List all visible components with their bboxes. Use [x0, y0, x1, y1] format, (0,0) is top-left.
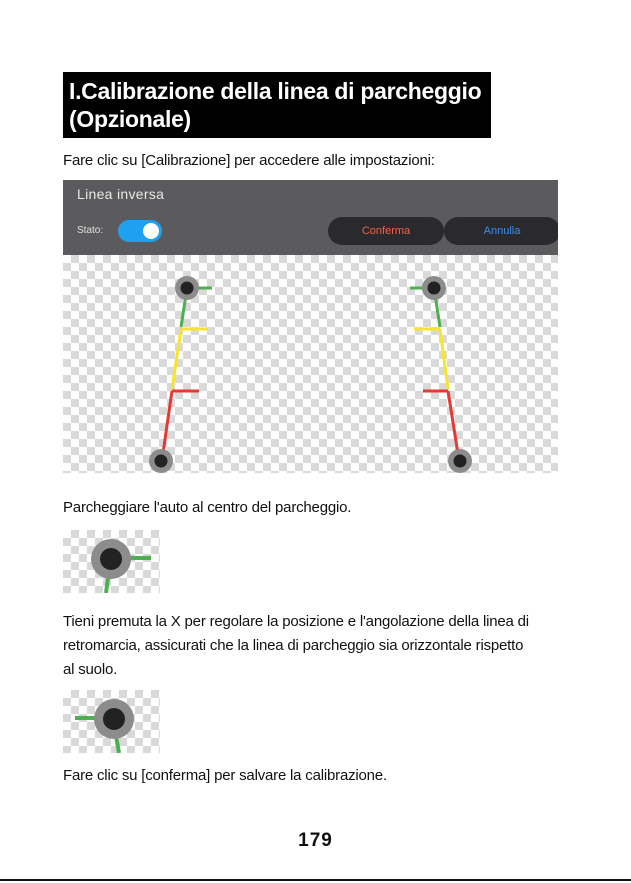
parking-guide-lines [63, 255, 558, 473]
heading-line-2: (Opzionale) [69, 106, 191, 132]
left-top-handle[interactable] [175, 276, 199, 300]
intro-text: Fare clic su [Calibrazione] per accedere alle impostazioni: [63, 152, 435, 169]
right-bottom-handle[interactable] [448, 449, 472, 473]
right-top-handle[interactable] [422, 276, 446, 300]
screen-title: Linea inversa [77, 186, 165, 202]
calibration-canvas [63, 255, 558, 473]
section-heading [63, 72, 491, 138]
cancel-button[interactable]: Annulla [444, 217, 558, 245]
step-1-text: Parcheggiare l'auto al centro del parcheggio. [63, 499, 352, 516]
step-2-line-3: al suolo. [63, 661, 118, 678]
toggle-knob [143, 223, 159, 239]
left-guide-line [162, 288, 212, 460]
handle-closeup-1 [63, 530, 160, 593]
status-label: Stato: [77, 225, 104, 236]
page-number: 179 [298, 830, 333, 851]
heading-line-1: I.Calibrazione della linea di parcheggio [69, 78, 482, 104]
adjust-handle-icon [63, 530, 160, 593]
left-bottom-handle[interactable] [149, 449, 173, 473]
step-2-line-1: Tieni premuta la X per regolare la posizione e l'angolazione della linea di [63, 613, 529, 630]
step-2-line-2: retromarcia, assicurati che la linea di parcheggio sia orizzontale rispetto [63, 637, 524, 654]
right-guide-line [410, 288, 459, 460]
bottom-rule [0, 879, 631, 881]
status-toggle[interactable] [118, 220, 162, 242]
confirm-button[interactable]: Conferma [328, 217, 444, 245]
reverse-line-screen [63, 180, 558, 473]
handle-closeup-2 [63, 690, 160, 753]
adjust-handle-rotated-icon [63, 690, 160, 753]
screen-header [63, 180, 558, 255]
step-3-text: Fare clic su [conferma] per salvare la calibrazione. [63, 767, 387, 784]
